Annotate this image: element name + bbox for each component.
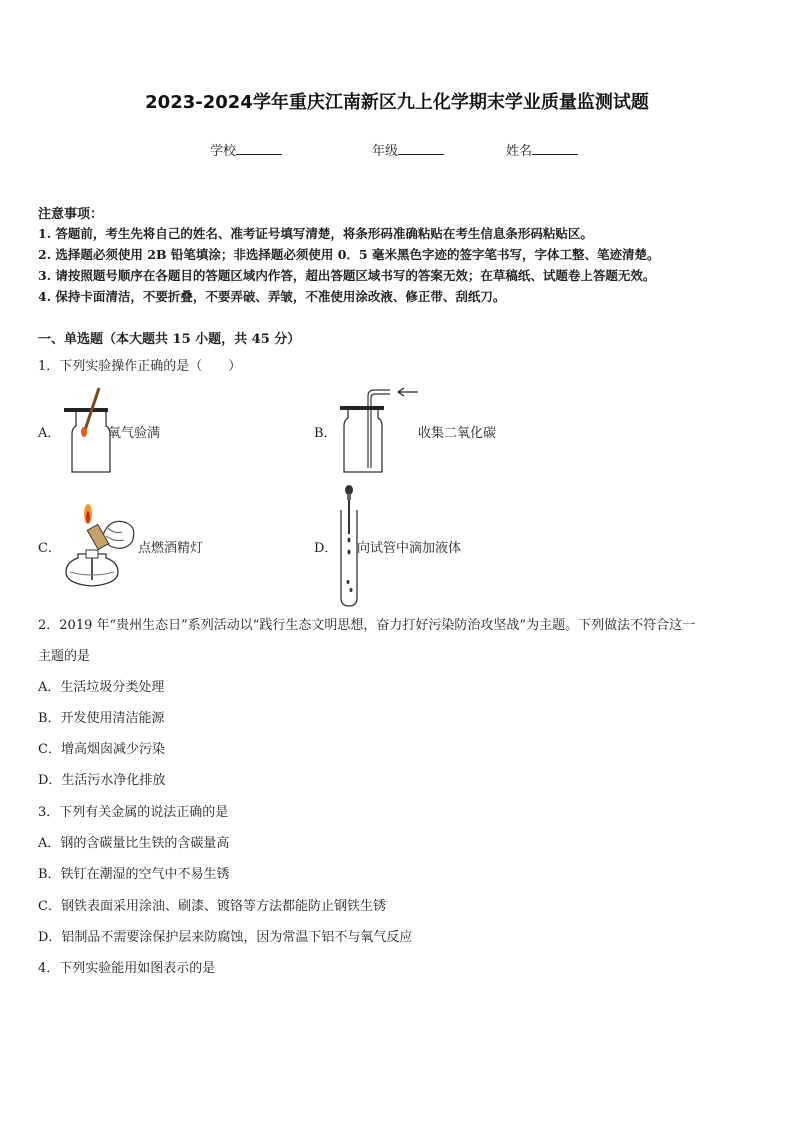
question-4-stem: 4．下列实验能用如图表示的是 [38,961,216,976]
grade-blank[interactable] [398,142,444,155]
question-2-option-b[interactable]: B．开发使用清洁能源 [38,711,165,726]
grade-label: 年级 [372,144,399,159]
name-blank[interactable] [532,142,578,155]
name-label: 姓名 [506,144,533,159]
question-2-stem-cont: 主题的是 [38,649,91,664]
school-blank[interactable] [236,142,282,155]
note-item: 3. 请按照题号顺序在各题目的答题区域内作答，超出答题区域书写的答案无效；在草稿纸、试题卷上答题无效。 [38,268,656,283]
alcohol-lamp-illustration [62,498,142,590]
name-field [506,140,578,159]
option-d-caption: 向试管中滴加液体 [357,541,462,556]
option-d-letter[interactable]: D． [314,541,338,556]
option-b-caption: 收集二氧化碳 [418,426,497,441]
option-c-caption: 点燃酒精灯 [138,541,204,556]
question-2-option-d[interactable]: D．生活污水净化排放 [38,773,166,788]
question-3-stem: 3．下列有关金属的说法正确的是 [38,805,229,820]
question-3-option-b[interactable]: B．铁钉在潮湿的空气中不易生锈 [38,867,230,882]
school-label: 学校 [210,144,237,159]
question-3-option-a[interactable]: A．钢的含碳量比生铁的含碳量高 [38,836,230,851]
question-1-stem: 1．下列实验操作正确的是（ ） [38,359,242,374]
gas-collection-bottle-illustration [338,386,418,476]
section-heading: 一、单选题（本大题共 15 小题，共 45 分） [38,332,301,347]
question-2-option-c[interactable]: C．增高烟囱减少污染 [38,742,165,757]
option-a-caption: 氧气验满 [108,426,161,441]
page-title: 2023-2024学年重庆江南新区九上化学期末学业质量监测试题 [145,92,649,113]
note-item: 4. 保持卡面清洁，不要折叠，不要弄破、弄皱，不准使用涂改液、修正带、刮纸刀。 [38,289,506,304]
grade-field [372,140,444,159]
option-a-letter[interactable]: A． [38,426,61,441]
note-item: 2. 选择题必须使用 2B 铅笔填涂；非选择题必须使用 0．5 毫米黑色字迹的签字笔书写，字体工整、笔迹清楚。 [38,247,660,262]
option-c-letter[interactable]: C． [38,541,61,556]
note-item: 1. 答题前，考生先将自己的姓名、准考证号填写清楚，将条形码准确粘贴在考生信息条形码粘贴区。 [38,226,593,241]
notes-heading: 注意事项： [38,207,104,222]
school-field [210,140,282,159]
option-b-letter[interactable]: B． [314,426,337,441]
question-3-option-c[interactable]: C．钢铁表面采用涂油、刷漆、镀铬等方法都能防止钢铁生锈 [38,899,386,914]
question-2-option-a[interactable]: A．生活垃圾分类处理 [38,680,165,695]
question-2-stem: 2．2019 年“贵州生态日”系列活动以“践行生态文明思想，奋力打好污染防治攻坚战”为主题。下列做法不符合这一 [38,618,696,633]
question-3-option-d[interactable]: D．铝制品不需要涂保护层来防腐蚀，因为常温下铝不与氧气反应 [38,930,413,945]
